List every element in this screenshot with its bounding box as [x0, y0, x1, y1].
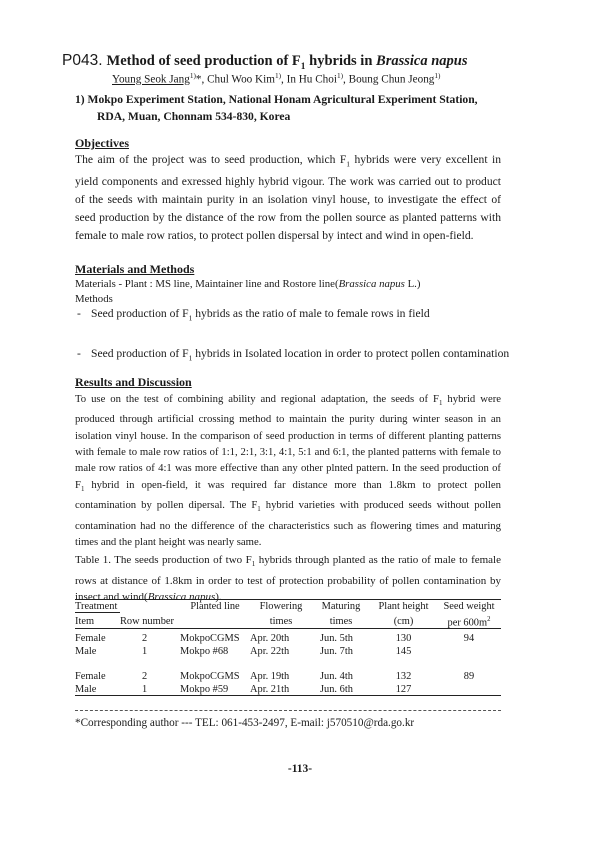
caption-subscript: 1 [251, 560, 256, 569]
objectives-text-b: hybrids were very excellent in yield components and exressed highly hybrid vigour. The work was carried out to product of the seeds with maintain purity in an isolation vinyl house, to investigate the effect of seed production by the distance of the row from the pollen source as planted patterns with female to male row ratios, to protect pollen dispersal by intect and wind in open-field. [75, 153, 501, 242]
corresponding-author-note: *Corresponding author --- TEL: 061-453-2497, E-mail: j570510@rda.go.kr [75, 717, 415, 729]
caption-text-a: Table 1. The seeds production of two F [75, 554, 252, 566]
results-text-b: hybrid were produced through artificial crossing method to maintain the purity during winter season in an isolation vinyl house. In the comparison of seed production in terms of different planting patterns with female to male row ratios of 1:1, 2:1, 3:1, 4:1, 5:1 and 6:1, the planted patterns with female to male row ratios of 4:1 was more effective than any other plnted pattern. In the seed production of F [75, 393, 501, 491]
methods-item-1-text-a: Seed production of F [91, 307, 189, 320]
col-header-item: Item [75, 615, 95, 627]
results-table [75, 600, 501, 696]
methods-item-2-subscript: 1 [188, 353, 193, 363]
author-affil-mark: 1) [336, 72, 344, 80]
cell-maturing: Jun. 5th [320, 633, 353, 645]
cell-flowering: Apr. 20th [250, 633, 290, 645]
results-subscript: 1 [438, 399, 443, 408]
cell-item: Male [75, 684, 97, 696]
results-text-d: hybrid varieties with produced seeds without pollen contamination had no the difference of the characteristics such as flowering times and maturing times and the plant height was nearly same. [75, 499, 501, 548]
cell-seed-weight: 94 [463, 633, 475, 645]
corresponding-mark: * [195, 73, 202, 86]
table-row [75, 683, 501, 696]
title-text-mid: hybrids in [305, 53, 377, 69]
col-header-flowering-times: times [269, 615, 293, 627]
title-text-pre: Method of seed production of F [106, 53, 301, 69]
materials-line [75, 276, 505, 292]
cell-maturing: Jun. 6th [320, 684, 353, 696]
author-name: , Chul Woo Kim [201, 73, 275, 86]
cell-item: Male [75, 646, 97, 658]
list-dash: - [77, 307, 81, 320]
list-dash: - [77, 347, 81, 361]
cell-height: 132 [395, 671, 412, 683]
results-text-c: hybrid in open-field, it was required far distance more than 1.8km to protect pollen contamination by pollen dipersal. The F [75, 478, 501, 512]
table-header-row-1 [75, 600, 501, 613]
results-subscript: 1 [257, 505, 261, 514]
results-heading: Results and Discussion [75, 375, 192, 389]
footnote-separator [75, 710, 501, 711]
author-affil-mark: 1) [189, 72, 196, 80]
objectives-subscript: 1 [346, 159, 351, 169]
results-subscript: 1 [80, 484, 85, 493]
caption-text-c: ). [215, 591, 222, 603]
cell-flowering: Apr. 21th [250, 684, 290, 696]
cell-row-number: 1 [142, 646, 148, 658]
cell-flowering: Apr. 19th [250, 671, 290, 683]
methods-item-1-subscript: 1 [188, 313, 193, 323]
cell-seed-weight: 89 [463, 671, 475, 683]
cell-seed-weight [437, 683, 501, 696]
objectives-heading: Objectives [75, 136, 129, 150]
materials-text-b: L.) [404, 278, 421, 290]
table-caption [75, 552, 501, 605]
caption-text-b: hybrids through planted as the ratio of male to female rows at distance of 1.8km in order to test of protection probability of pollen contamination by insect and wind( [75, 554, 501, 603]
affiliation-line-2: RDA, Muan, Chonnam 534-830, Korea [97, 110, 291, 123]
objectives-text-a: The aim of the project was to seed production, which F [75, 153, 347, 166]
seed-unit-text: per 600m [447, 617, 488, 629]
cell-planted-line: MokpoCGMS [180, 671, 240, 683]
cell-height: 130 [395, 633, 412, 645]
methods-item-1 [77, 305, 515, 327]
title-subscript: 1 [300, 61, 306, 72]
author-affil-mark: 1) [274, 72, 282, 80]
col-header-seed-unit [437, 613, 501, 629]
materials-species: Brassica napus [338, 278, 405, 290]
col-header-row-number: Row number [120, 615, 174, 627]
corresponding-author-name: Young Seok Jang [112, 73, 190, 86]
cell-planted-line: Mokpo #68 [180, 646, 229, 658]
col-header-flowering: Flowering [259, 601, 303, 612]
col-header-plant-height: Plant height [378, 601, 429, 612]
caption-species: Brassica napus [147, 591, 216, 603]
cell-height: 127 [395, 684, 412, 696]
seed-unit-sup: 2 [487, 616, 491, 623]
cell-maturing: Jun. 7th [320, 646, 353, 658]
materials-heading: Materials and Methods [75, 262, 195, 276]
table-row [75, 670, 501, 683]
cell-height: 145 [395, 646, 412, 658]
col-header-treatment: Treatment [75, 601, 118, 612]
methods-item-1-text-b: hybrids as the ratio of male to female rows in field [192, 307, 430, 320]
title-species: Brassica napus [376, 53, 468, 69]
affiliation [75, 91, 515, 125]
objectives-paragraph [75, 151, 501, 244]
col-header-seed-weight: Seed weight [443, 601, 495, 612]
cell-item: Female [75, 671, 106, 683]
cell-item: Female [75, 633, 106, 645]
methods-item-2-text-b: hybrids in Isolated location in order to protect pollen contamination [192, 347, 510, 361]
author-name: , In Hu Choi [281, 73, 337, 86]
affiliation-line-1: 1) Mokpo Experiment Station, National Honam Agricultural Experiment Station, [75, 93, 478, 106]
table-row [75, 645, 501, 658]
abstract-code: P043. [62, 52, 103, 69]
table-row [75, 632, 501, 645]
author-list [112, 72, 440, 86]
cell-row-number: 1 [142, 684, 148, 696]
author-affil-mark: 1) [434, 72, 441, 80]
table-header-row-2 [75, 613, 501, 629]
cell-flowering: Apr. 22th [250, 646, 290, 658]
materials-text-a: Materials - Plant : MS line, Maintainer line and Rostore line( [75, 278, 339, 290]
cell-row-number: 2 [142, 671, 148, 683]
cell-planted-line: Mokpo #59 [180, 684, 229, 696]
methods-item-2-text-a: Seed production of F [91, 347, 189, 361]
col-header-height-unit: (cm) [393, 615, 414, 627]
results-text-a: To use on the test of combining ability and regional adaptation, the seeds of F [75, 393, 439, 405]
col-header-maturing-times: times [329, 615, 353, 627]
cell-row-number: 2 [142, 633, 148, 645]
paper-title [62, 52, 468, 72]
cell-maturing: Jun. 4th [320, 671, 353, 683]
col-header-maturing: Maturing [321, 601, 361, 612]
methods-item-2 [77, 345, 515, 367]
results-paragraph [75, 391, 501, 550]
author-name: , Boung Chun Jeong [343, 73, 435, 86]
col-header-planted-line: Planted line [190, 601, 240, 612]
page-number: -113- [287, 763, 313, 775]
cell-planted-line: MokpoCGMS [180, 633, 240, 645]
methods-label: Methods [75, 293, 113, 305]
cell-seed-weight [437, 645, 501, 658]
